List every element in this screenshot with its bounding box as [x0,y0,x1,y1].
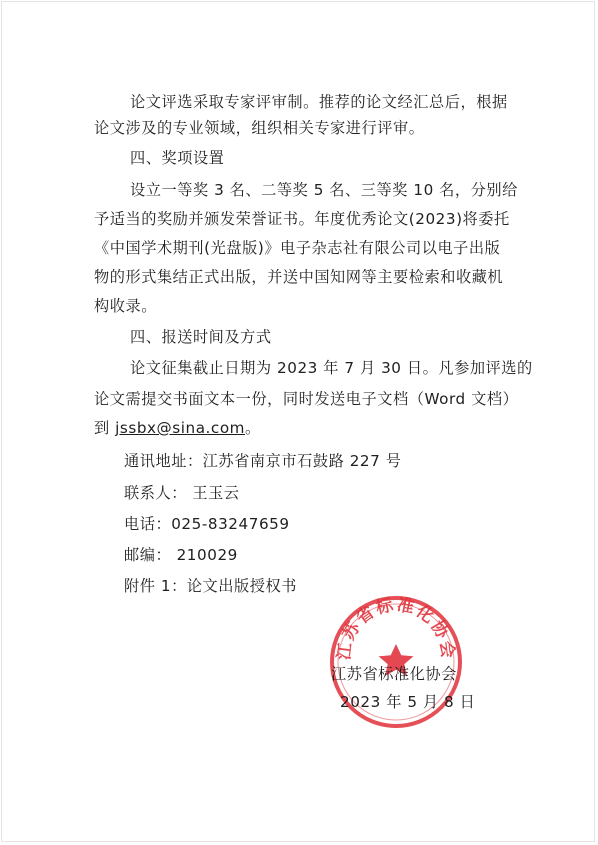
section-heading-awards: 四、奖项设置 [130,149,225,167]
section-heading-submission: 四、报送时间及方式 [130,328,272,346]
signature-date: 2023 年 5 月 8 日 [340,693,476,711]
seal-text: 江苏省标准化协会 [334,594,458,662]
body-line-5: 《中国学术期刊(光盘版)》电子杂志社有限公司以电子出版 [94,239,501,257]
body-line-6: 物的形式集结正式出版，并送中国知网等主要检索和收藏机 [94,268,504,286]
body-line-2: 论文涉及的专业领域，组织相关专家进行评审。 [94,119,425,137]
contact-person: 联系人： 王玉云 [124,484,240,502]
email-link[interactable]: jssbx@sina.com [115,419,246,437]
contact-phone: 电话：025-83247659 [124,515,290,533]
body-line-4: 予适当的奖励并颁发荣誉证书。年度优秀论文(2023)将委托 [94,210,510,228]
body-line-1: 论文评选采取专家评审制。推荐的论文经汇总后，根据 [130,93,508,111]
body-line-7: 构收录。 [94,297,157,315]
contact-postcode: 邮编： 210029 [124,546,238,564]
signature-organization: 江苏省标准化协会 [331,665,457,683]
contact-address: 通讯地址：江苏省南京市石鼓路 227 号 [124,452,402,470]
email-line [94,418,261,438]
body-line-3: 设立一等奖 3 名、二等奖 5 名、三等奖 10 名，分别给 [130,181,518,199]
body-line-9: 论文需提交书面文本一份，同时发送电子文档（Word 文档） [94,390,519,408]
body-line-8: 论文征集截止日期为 2023 年 7 月 30 日。凡参加评选的 [130,359,533,377]
attachment-line: 附件 1：论文出版授权书 [124,577,297,595]
email-suffix: 。 [245,419,261,437]
email-prefix: 到 [94,419,116,437]
